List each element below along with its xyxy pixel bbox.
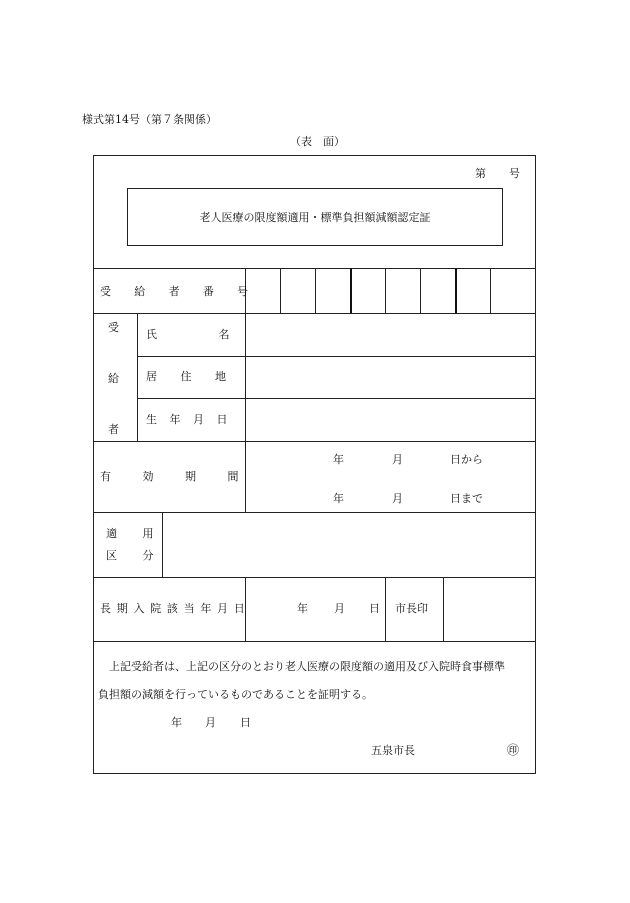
name-label: 氏 名 [146,328,230,341]
digit-cell[interactable] [280,268,316,313]
signer: 五泉市長 [371,744,415,757]
address-field[interactable] [246,357,536,398]
birth-label: 生 年 月 日 [146,413,228,426]
rule [137,313,138,441]
validity-from-year: 年 [333,453,344,466]
mayor-seal-label: 市長印 [395,602,428,615]
digit-cell[interactable] [456,268,491,313]
category-label-line2: 区 分 [106,549,154,562]
form-number: 様式第14号（第７条関係） [82,113,217,126]
category-label-line1: 適 用 [106,527,154,540]
side-label: （表 面） [290,135,345,148]
seal-mark: ㊞ [507,743,520,757]
address-label: 居 住 地 [146,370,226,383]
issue-date-day: 日 [240,716,251,729]
digit-cell[interactable] [245,268,281,313]
recipient-number-label: 受 給 者 番 号 [100,285,259,298]
recipient-group-char: 給 [108,372,119,385]
rule [93,441,536,442]
name-field[interactable] [246,314,536,356]
validity-from-month: 月 [392,453,403,466]
long-stay-day: 日 [369,602,380,615]
validity-label: 有 効 期 間 [100,470,239,483]
recipient-group-char: 受 [108,321,119,334]
category-field[interactable] [163,513,536,577]
digit-cell[interactable] [420,268,457,313]
digit-cell[interactable] [385,268,421,313]
long-stay-year: 年 [297,602,308,615]
birth-date-field[interactable] [246,399,536,441]
digit-cell[interactable] [315,268,352,313]
validity-to-month: 月 [392,492,403,505]
recipient-number-cells [245,268,491,313]
long-stay-month: 月 [334,602,345,615]
rule [93,641,536,642]
digit-cell[interactable] [351,268,386,313]
issue-date-year: 年 [171,716,182,729]
issue-date-month: 月 [205,716,216,729]
long-stay-label: 長期入院該当年月日 [100,602,251,615]
cert-number-prefix: 第 [475,167,486,180]
cert-title: 老人医療の限度額適用・標準負担額減額認定証 [199,211,431,224]
rule [385,577,386,641]
statement-line2: 負担額の減額を行っているものであることを証明する。 [98,688,373,701]
mayor-seal-field[interactable] [444,578,536,641]
validity-from-day: 日から [450,453,483,466]
cert-number-suffix: 号 [509,167,520,180]
cert-title-box [127,188,503,246]
validity-to-day: 日まで [450,492,483,505]
statement-line1: 上記受給者は、上記の区分のとおり老人医療の限度額の適用及び入院時食事標準 [109,660,505,673]
recipient-group-char: 者 [108,423,119,436]
validity-to-year: 年 [333,492,344,505]
